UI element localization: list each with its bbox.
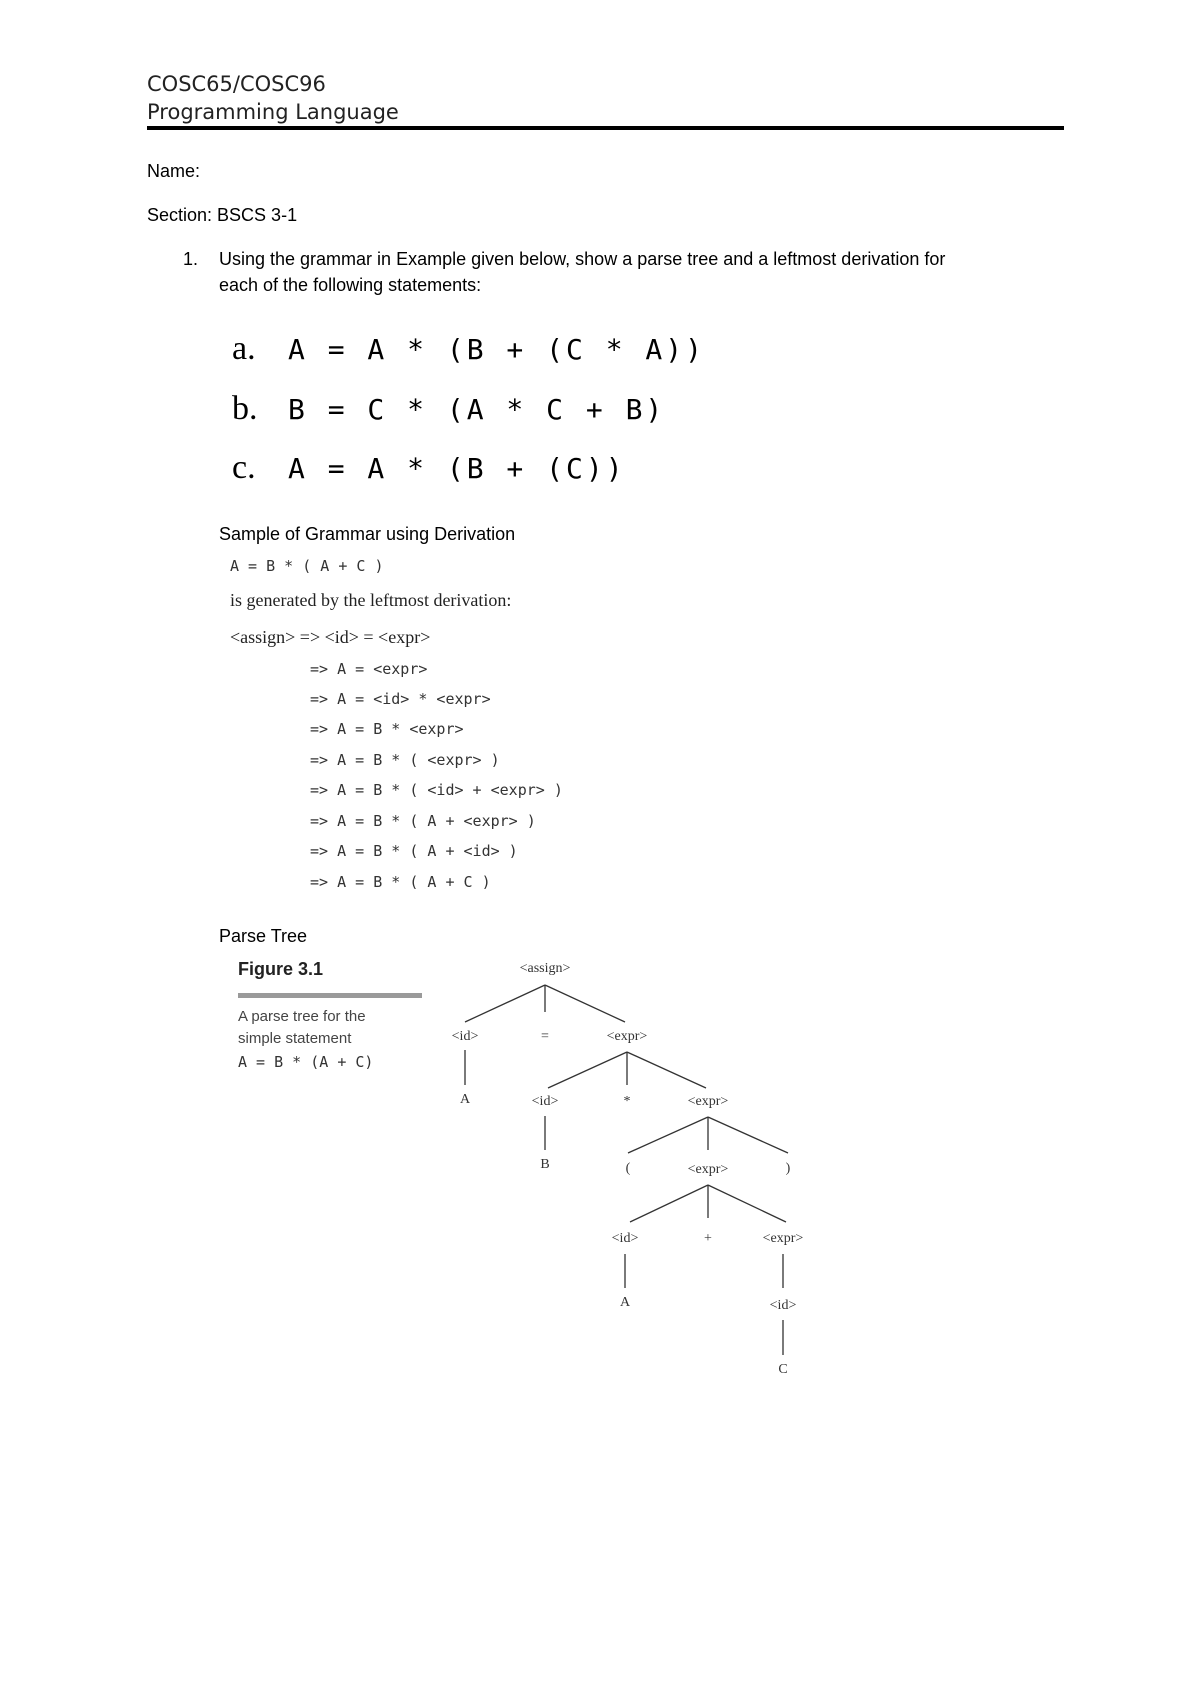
tree-leaf-c: C	[778, 1362, 788, 1377]
tree-node-expr: <expr>	[687, 1162, 729, 1177]
tree-leaf-a: A	[459, 1092, 471, 1107]
derivation-step: => A = B * ( A + <expr> )	[310, 812, 536, 830]
statement-expression: A = A * (B + (C))	[288, 451, 626, 485]
figure-caption-line2: simple statement	[238, 1030, 352, 1047]
tree-node-id: <id>	[451, 1029, 479, 1044]
derivation-step: => A = B * ( A + <id> )	[310, 842, 518, 860]
tree-node-plus: +	[704, 1231, 712, 1246]
tree-node-expr: <expr>	[687, 1094, 729, 1109]
tree-node-star: *	[623, 1094, 631, 1109]
derivation-intro: is generated by the leftmost derivation:	[230, 590, 512, 610]
tree-node-id: <id>	[531, 1094, 559, 1109]
course-subject: Programming Language	[147, 100, 399, 124]
name-label: Name:	[147, 161, 201, 181]
tree-leaf-b: B	[540, 1157, 550, 1172]
statement-expression: A = A * (B + (C * A))	[288, 332, 706, 366]
parse-tree-heading: Parse Tree	[219, 926, 308, 946]
statement-letter: a.	[232, 330, 256, 367]
derivation-step: => A = B * ( A + C )	[310, 873, 491, 891]
derivation-step: => A = <expr>	[310, 660, 428, 678]
tree-node-rparen: )	[785, 1161, 791, 1176]
tree-leaf-a: A	[619, 1295, 631, 1310]
question-number: 1.	[183, 249, 199, 269]
tree-node-id: <id>	[769, 1298, 797, 1313]
course-code: COSC65/COSC96	[147, 72, 326, 96]
section-label: Section: BSCS 3-1	[147, 205, 298, 225]
statement-letter: b.	[232, 390, 258, 427]
derivation-step: => A = B * ( <expr> )	[310, 751, 500, 769]
derivation-step: => A = B * ( <id> + <expr> )	[310, 781, 563, 799]
figure-caption-line1: A parse tree for the	[238, 1008, 366, 1025]
derivation-step: => A = <id> * <expr>	[310, 690, 491, 708]
derivation-first-line: <assign> => <id> = <expr>	[230, 627, 431, 647]
question-text-line1: Using the grammar in Example given below, show a parse tree and a leftmost derivation for	[219, 249, 946, 269]
statement-expression: B = C * (A * C + B)	[288, 392, 666, 426]
question-text-line2: each of the following statements:	[219, 275, 482, 295]
figure-title: Figure 3.1	[238, 959, 324, 979]
tree-node-id: <id>	[611, 1231, 639, 1246]
tree-node-equals: =	[541, 1029, 549, 1044]
tree-node-assign: <assign>	[519, 961, 571, 976]
example-statement: A = B * ( A + C )	[230, 557, 384, 575]
tree-node-expr: <expr>	[606, 1029, 648, 1044]
derivation-step: => A = B * <expr>	[310, 720, 464, 738]
figure-caption-line3: A = B * (A + C)	[238, 1053, 374, 1071]
sample-heading: Sample of Grammar using Derivation	[219, 524, 516, 544]
tree-node-expr: <expr>	[762, 1231, 804, 1246]
statement-letter: c.	[232, 449, 256, 486]
tree-node-lparen: (	[625, 1161, 631, 1176]
